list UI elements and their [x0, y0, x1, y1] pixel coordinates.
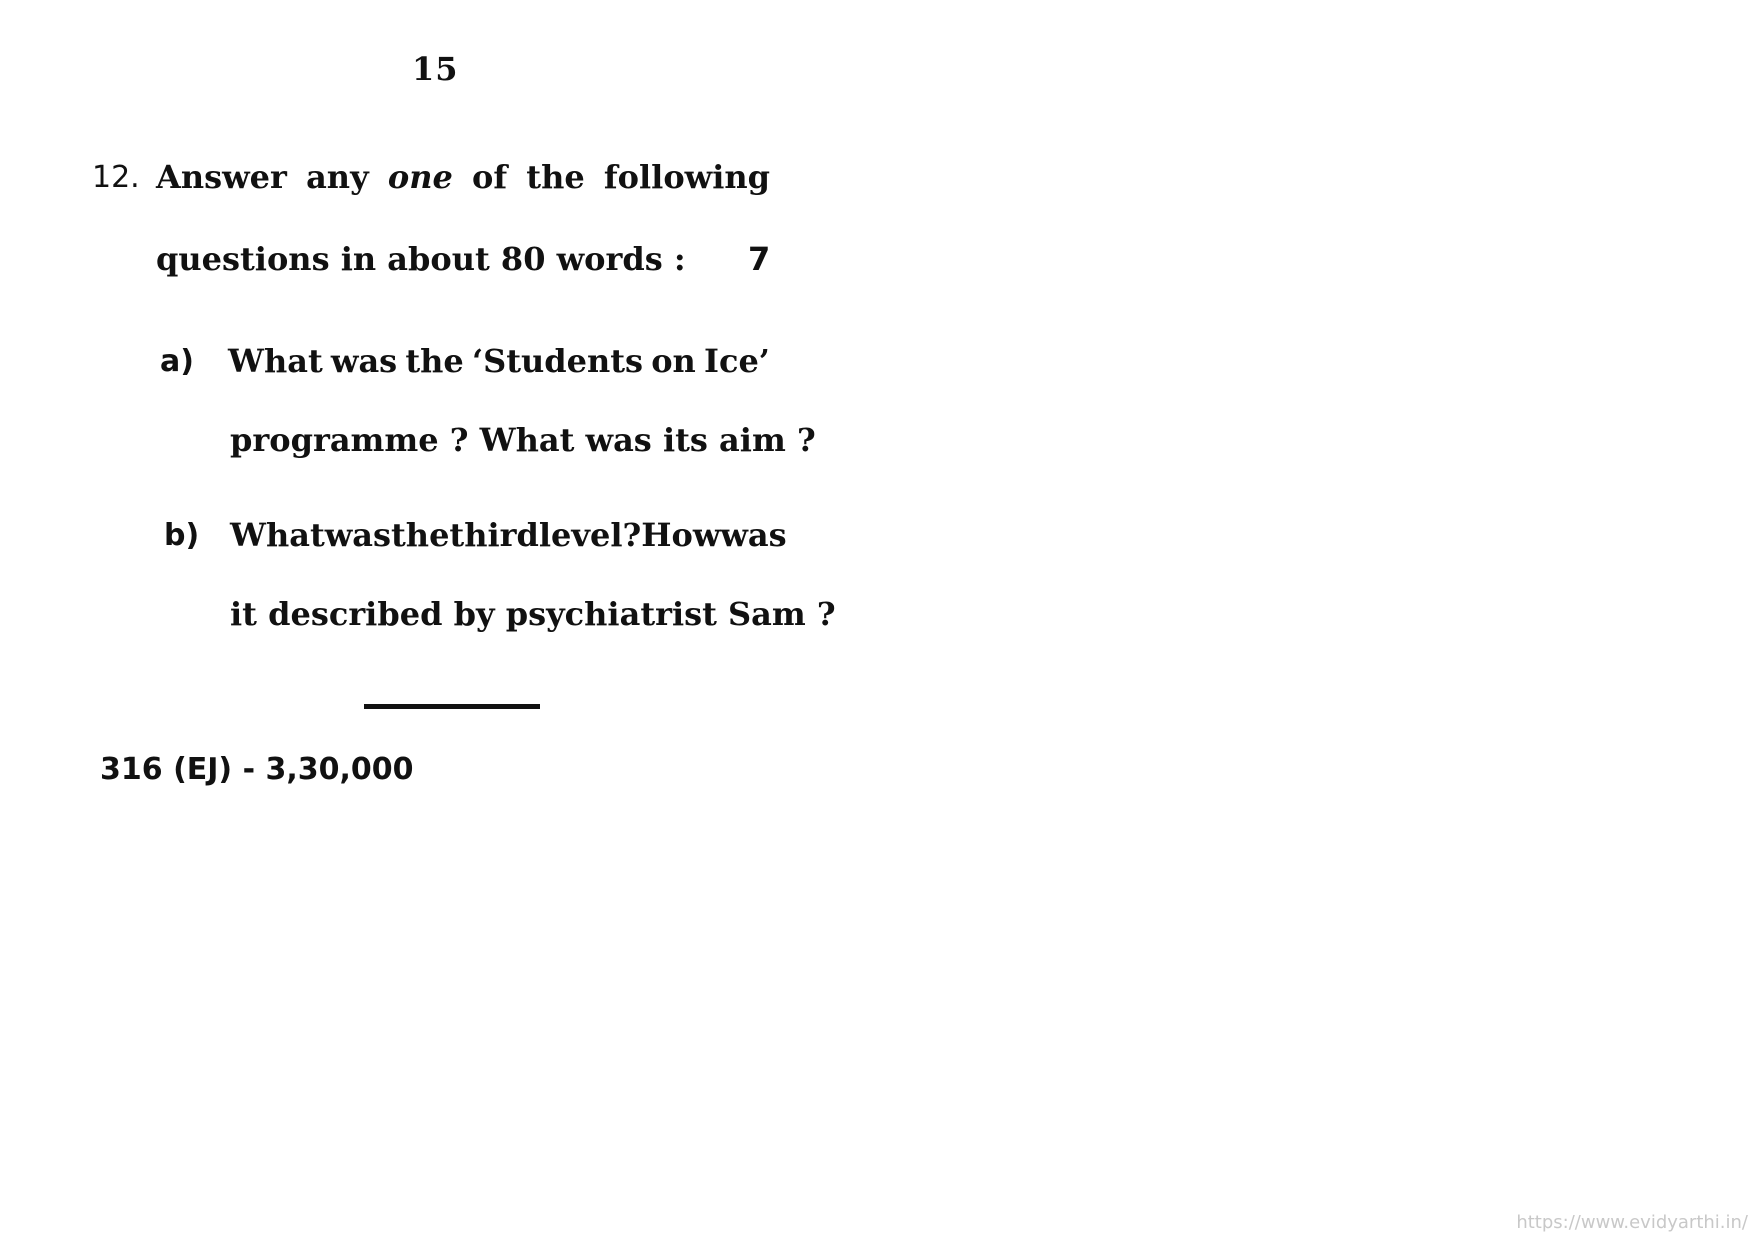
sub-a-word: on: [651, 342, 696, 380]
sub-question-b-line-1: [230, 516, 787, 554]
sub-question-b-line-2: it described by psychiatrist Sam ?: [230, 595, 836, 633]
sub-b-word: level: [538, 516, 623, 554]
instruction-word: the: [526, 158, 585, 196]
question-marks: 7: [748, 240, 771, 278]
sub-b-word: the: [391, 516, 450, 554]
instruction-word: Answer: [156, 158, 287, 196]
footer-code: 316 (EJ) - 3,30,000: [100, 752, 414, 787]
sub-question-a-label: a): [160, 344, 194, 379]
page-number: 15: [412, 50, 459, 88]
end-rule: [364, 704, 540, 709]
sub-b-word: ?: [622, 516, 642, 554]
instruction-word: following: [603, 158, 770, 196]
sub-b-word: What: [230, 516, 325, 554]
sub-a-word: What: [228, 342, 323, 380]
watermark-url: https://www.evidyarthi.in/: [1516, 1212, 1748, 1233]
sub-question-a-line-1: [228, 342, 770, 380]
instruction-word: any: [306, 158, 369, 196]
sub-question-b-label: b): [164, 518, 200, 553]
question-instruction-line-1: [156, 158, 770, 196]
sub-b-word: was: [324, 516, 392, 554]
sub-b-word: was: [720, 516, 787, 554]
sub-a-word: was: [330, 342, 398, 380]
question-number: 12.: [92, 160, 140, 195]
sub-question-a-line-2: programme ? What was its aim ?: [230, 421, 816, 459]
question-instruction-line-2: questions in about 80 words :: [156, 240, 686, 278]
sub-a-word: ‘Students: [471, 342, 644, 380]
sub-b-word: How: [641, 516, 721, 554]
sub-a-word: Ice’: [703, 342, 770, 380]
sub-a-word: the: [405, 342, 464, 380]
sub-b-word: third: [449, 516, 539, 554]
instruction-word-emphasis: one: [387, 158, 453, 196]
instruction-word: of: [472, 158, 508, 196]
